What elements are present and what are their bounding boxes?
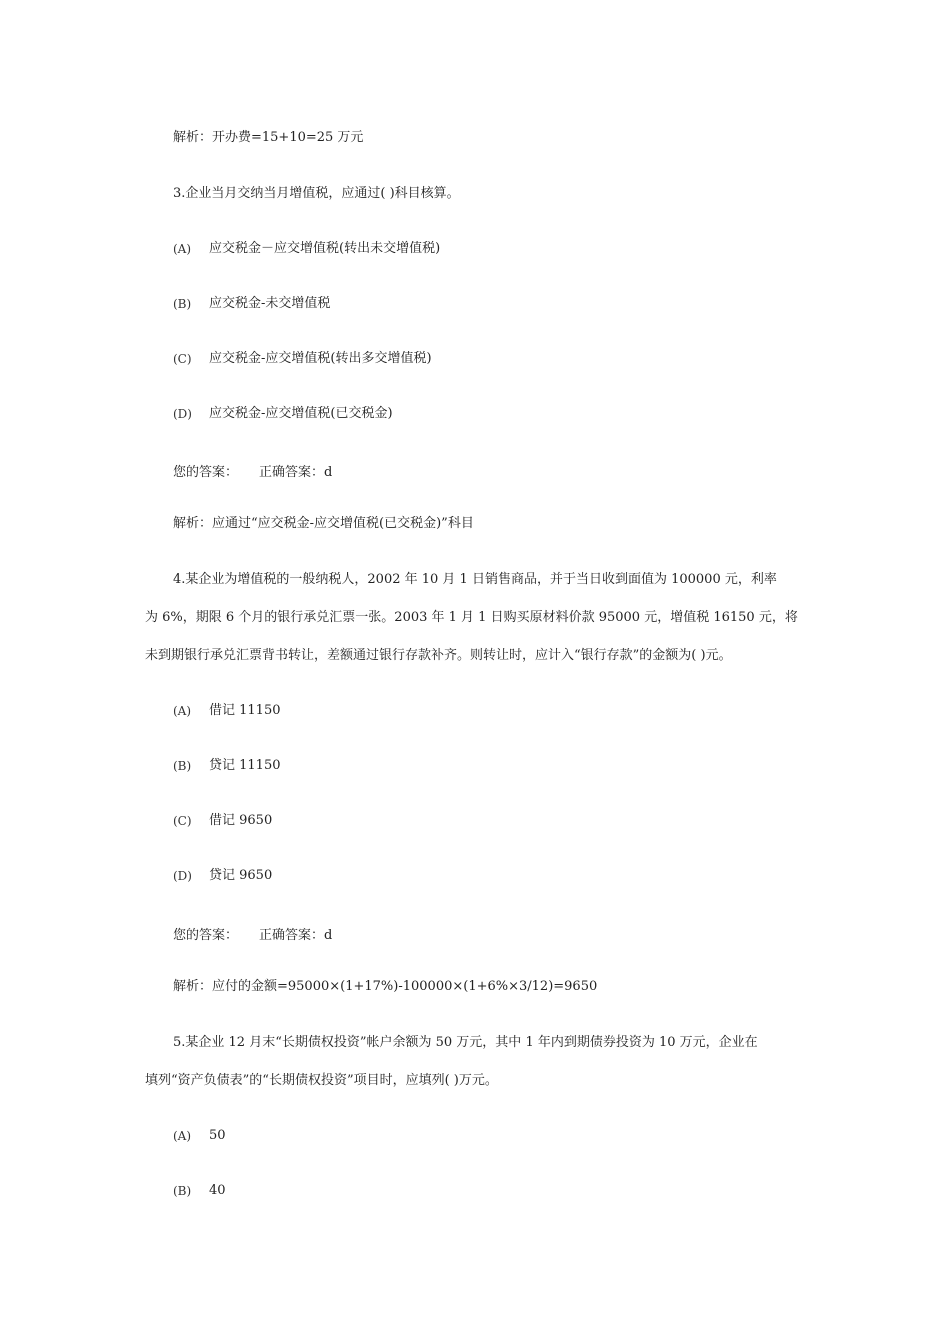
- option-letter: (D): [173, 869, 192, 883]
- option-text: 应交税金-应交增值税(转出多交增值税): [209, 351, 432, 366]
- q3-correct-answer: 正确答案：d: [259, 465, 333, 480]
- option-letter: (A): [173, 242, 192, 256]
- option-letter: (B): [173, 759, 192, 773]
- q3-stem: 3.企业当月交纳当月增值税，应通过( )科目核算。: [173, 186, 460, 201]
- q5-stem-line2: 填列“资产负债表”的“长期债权投资”项目时，应填列( )万元。: [145, 1073, 498, 1088]
- q3-analysis: 解析：应通过“应交税金-应交增值税(已交税金)”科目: [173, 516, 474, 531]
- option-letter: (A): [173, 704, 192, 718]
- option-letter: (A): [173, 1129, 192, 1143]
- q4-stem-line1: 4.某企业为增值税的一般纳税人，2002 年 10 月 1 日销售商品，并于当日收到面值为 100000 元，利率: [173, 572, 777, 587]
- option-letter: (B): [173, 1184, 192, 1198]
- option-text: 借记 9650: [209, 813, 273, 828]
- option-text: 应交税金-未交增值税: [209, 296, 331, 311]
- q3-your-answer: 您的答案：: [173, 465, 239, 480]
- q4-correct-answer: 正确答案：d: [259, 928, 333, 943]
- q5-stem-line1: 5.某企业 12 月末“长期债权投资”帐户余额为 50 万元，其中 1 年内到期债券投资为 10 万元，企业在: [173, 1035, 758, 1050]
- q4-your-answer: 您的答案：: [173, 928, 239, 943]
- option-text: 40: [209, 1183, 226, 1198]
- option-text: 应交税金-应交增值税(已交税金): [209, 406, 393, 421]
- q4-stem-line3: 未到期银行承兑汇票背书转让，差额通过银行存款补齐。则转让时，应计入“银行存款”的金额为( )元。: [145, 648, 732, 663]
- q2-analysis: 解析：开办费=15+10=25 万元: [173, 130, 364, 145]
- option-letter: (B): [173, 297, 192, 311]
- option-text: 借记 11150: [209, 703, 281, 718]
- option-text: 50: [209, 1128, 226, 1143]
- q4-stem-line2: 为 6%，期限 6 个月的银行承兑汇票一张。2003 年 1 月 1 日购买原材料价款 95000 元，增值税 16150 元，将: [145, 610, 798, 625]
- option-letter: (C): [173, 352, 192, 366]
- option-letter: (C): [173, 814, 192, 828]
- option-text: 贷记 11150: [209, 758, 281, 773]
- option-text: 贷记 9650: [209, 868, 273, 883]
- q4-analysis: 解析：应付的金额=95000×(1+17%)-100000×(1+6%×3/12)=9650: [173, 979, 598, 994]
- option-text: 应交税金－应交增值税(转出未交增值税): [209, 241, 441, 256]
- option-letter: (D): [173, 407, 192, 421]
